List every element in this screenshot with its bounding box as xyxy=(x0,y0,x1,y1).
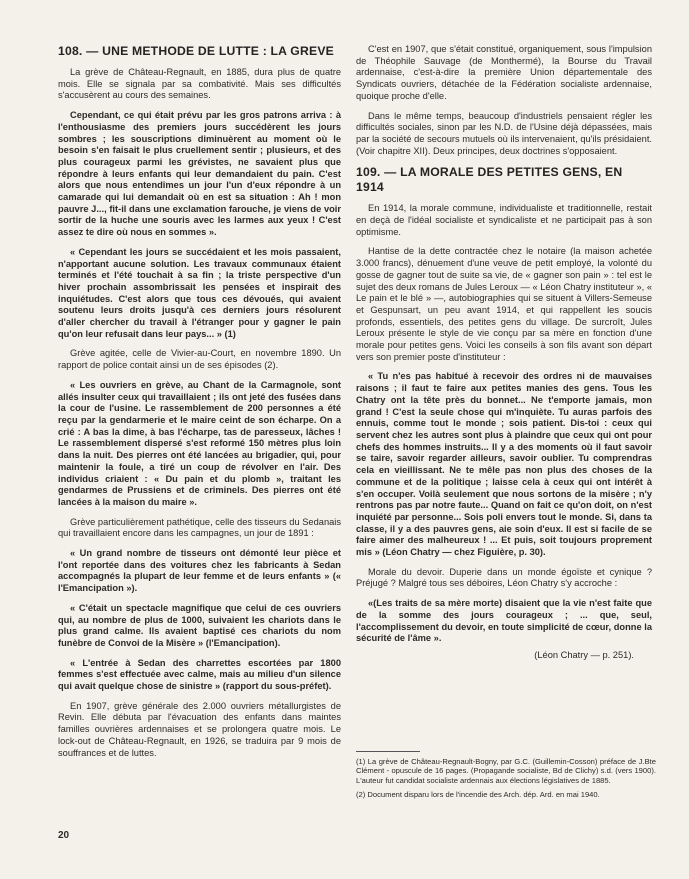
paragraph: En 1907, grève générale des 2.000 ouvriers métallurgistes de Revin. Elle débuta par l'évacuation des enfants dans maintes familles ouvrières ardennaises et se prolongera quatre mois. Le lock-out de Château-Regnault, en 1926, se traduira par 9 mois de souffrances et de luttes. xyxy=(58,700,341,758)
paragraph: Hantise de la dette contractée chez le notaire (la maison achetée 3.000 francs), dénuement d'une veuve de petit employé, la volonté du gosse de gagner tout de suite sa vie, de « gagner son pain » : tel est le sujet des deux romans de Jules Leroux — « Léon Chatry instituteur », « Le pain et le blé » —, autobiographies qui se situent à Villers-Semeuse et Gespunsart, un peu avant 1914, et qui rappellent les soucis profonds, essentiels, des petites gens du village. De surcroît, Jules Leroux présente le style de vie conçu par sa mère en fonction d'une morale pour petites gens. Voici les conseils à son fils avant son départ vers son premier poste d'instituteur : xyxy=(356,246,652,362)
paragraph: Grève particulièrement pathétique, celle des tisseurs du Sedanais qui travaillaient encore dans les campagnes, un jour de 1891 : xyxy=(58,516,341,539)
quote-paragraph: « Cependant les jours se succédaient et les mois passaient, n'apportant aucune solution. Les travaux communaux étaient terminés et l'été touchait à sa fin ; la triste perspective d'un hiver prochain assombrissait les pensées et inspirait des inquiétudes. C'est alors que tous ces dévoués, qui avaient soutenu leurs droits jusqu'à ces derniers jours résolurent d'aller chercher du travail à l'étranger pour y gagner le pain qu'on leur refusait dans leur pays... » (1) xyxy=(58,246,341,339)
quote-paragraph: « C'était un spectacle magnifique que celui de ces ouvriers qui, au nombre de plus de 1000, suivaient les chariots dans le plus grand calme. Ils avaient baptisé ces chariots du nom funèbre de Convoi de la Misère » (l'Emancipation). xyxy=(58,602,341,648)
quote-paragraph: « Tu n'es pas habitué à recevoir des ordres ni de mauvaises raisons ; il faut te faire aux petites manies des gens. Tous les Chatry ont la tête près du bonnet... Ne t'emporte jamais, mon grand ! C'est la seule chose qui m'inquiète. Tu auras parfois des ennuis, comme tout le monde ; sois patient. Dis-toi : ceux qui servent chez les autres sont plus à plaindre que ceux qui ont pour chefs des hommes instruits... Il y a des moments où il faut savoir se taire, savoir regarder ailleurs, savoir oublier. Tu comprendras cela en vieillissant. Ne te mêle pas non plus des choses de la commune et de la politique ; laisse cela à ceux qui ont intérêt à s'en occuper. Voilà seulement que nous sortons de la misère ; n'y rentrons pas par notre faute... Quand on fait ce qu'on doit, on n'est inquiété par personne... Sois poli envers tout le monde. Si, dans ta classe, il y a des pauvres gens, aie soin d'eux. Il est si facile de se faire aimer des malheureux ! ... Et puis, soit toujours proprement mis » (Léon Chatry — chez Figuière, p. 30). xyxy=(356,371,652,558)
footnote-divider xyxy=(356,751,420,752)
paragraph: La grève de Château-Regnault, en 1885, dura plus de quatre mois. Elle se signala par sa combativité. Mais ses difficultés s'accusèrent au cours des semaines. xyxy=(58,67,341,101)
paragraph: Morale du devoir. Duperie dans un monde égoïste et cynique ? Préjugé ? Malgré tous ses déboires, Léon Chatry s'y accroche : xyxy=(356,566,652,589)
paragraph: C'est en 1907, que s'était constitué, organiquement, sous l'impulsion de Théophile Sauvage (de Monthermé), la Bourse du Travail ardennaise, c'est-à-dire la première Union départementale des Syndicats ouvriers, détachée de la Fédération socialiste ardennaise, quoique proche d'elle. xyxy=(356,44,652,101)
section-109-heading: 109. — LA MORALE DES PETITES GENS, EN 1914 xyxy=(356,165,623,195)
paragraph: En 1914, la morale commune, individualiste et traditionnelle, restait en deçà de l'idéal socialiste et syndicaliste et ne participait pas à son optimisme. xyxy=(356,203,652,237)
quote-paragraph: Cependant, ce qui était prévu par les gros patrons arriva : à l'enthousiasme des premiers jours succédèrent les jours sombres ; les souscriptions diminuèrent au moment où le besoin s'en faisait le plus cruellement sentir ; plusieurs, et des plus courageux parmi les grévistes, ne savaient plus que répondre à leurs enfants qui leur demandaient du pain. C'est alors que nous entendîmes un jour l'un d'eux répondre à un camarade qui lui demandait où en est sa situation : Ah ! mon pauvre J..., fit-il dans une exclamation farouche, je viens de voir sortir de la huche une souris avec les larmes aux yeux ! C'est assez te dire où nous en sommes ». xyxy=(58,110,341,238)
right-column xyxy=(356,44,652,662)
page-number: 20 xyxy=(58,830,70,841)
quote-paragraph: « Un grand nombre de tisseurs ont démonté leur pièce et l'ont reportée dans des voitures chez les fabricants à Sedan accompagnés la plupart de leur femme et de leurs enfants » (« l'Emancipation »). xyxy=(58,548,341,594)
left-column xyxy=(58,44,341,759)
footnote: (2) Document disparu lors de l'incendie des Arch. dép. Ard. en mai 1940. xyxy=(356,790,600,800)
quote-paragraph: «(Les traits de sa mère morte) disaient que la vie n'est faite que de la somme des jours courageux ; ... que, seul, l'accomplissement du devoir, en toute simplicité de cœur, donne la sécurité de l'âme ». xyxy=(356,598,652,644)
footnotes xyxy=(356,757,656,800)
paragraph: Dans le même temps, beaucoup d'industriels pensaient régler les difficultés sociales, sinon par les N.D. de l'Usine déjà dépassées, mais par la société de secours mutuels où ils intervenaient, qu'ils présidaient. (Voir chapitre XII). Deux principes, deux doctrines s'opposaient. xyxy=(356,110,652,156)
section-108-heading: 108. — UNE METHODE DE LUTTE : LA GREVE xyxy=(58,44,334,58)
paragraph: Grève agitée, celle de Vivier-au-Court, en novembre 1890. Un rapport de police contait ainsi un de ses épisodes (2). xyxy=(58,348,341,371)
quote-paragraph: « Les ouvriers en grève, au Chant de la Carmagnole, sont allés insulter ceux qui travaillaient ; ils ont jeté des fusées dans la cour de l'usine. Le rassemblement de 200 personnes a été reçu par la gendarmerie et le maire ceint de son écharpe. On a crié : A bas la dime, à bas l'écharpe, tas de paresseux, lâches ! Le rassemblement dispersé s'est reformé 150 mètres plus loin dans la nuit. Des pierres ont été lancées au brigadier, qui, pour maintenir la foule, a tiré un coup de révolver en l'air. Des individus criaient : « Du pain et du plomb », traitant les gendarmes de Prussiens et de criminels. Des pierres ont été lancées à la maison du maire ». xyxy=(58,379,341,507)
quote-paragraph: « L'entrée à Sedan des charrettes escortées par 1800 femmes s'est effectuée avec calme, mais au milieu d'un silence qui avait quelque chose de sinistre » (rapport du sous-préfet). xyxy=(58,657,341,692)
footnote: (1) La grève de Château-Regnault-Bogny, par G.C. (Guillemin-Cosson) préface de J.Bte Clément - opuscule de 16 pages. (Propagande socialiste, Bd de Clichy) s.d. (vers 1900). L'auteur fut candidat socialiste ardennais aux élections législatives de 1885. xyxy=(356,757,656,785)
citation: (Léon Chatry — p. 251). xyxy=(534,649,634,660)
